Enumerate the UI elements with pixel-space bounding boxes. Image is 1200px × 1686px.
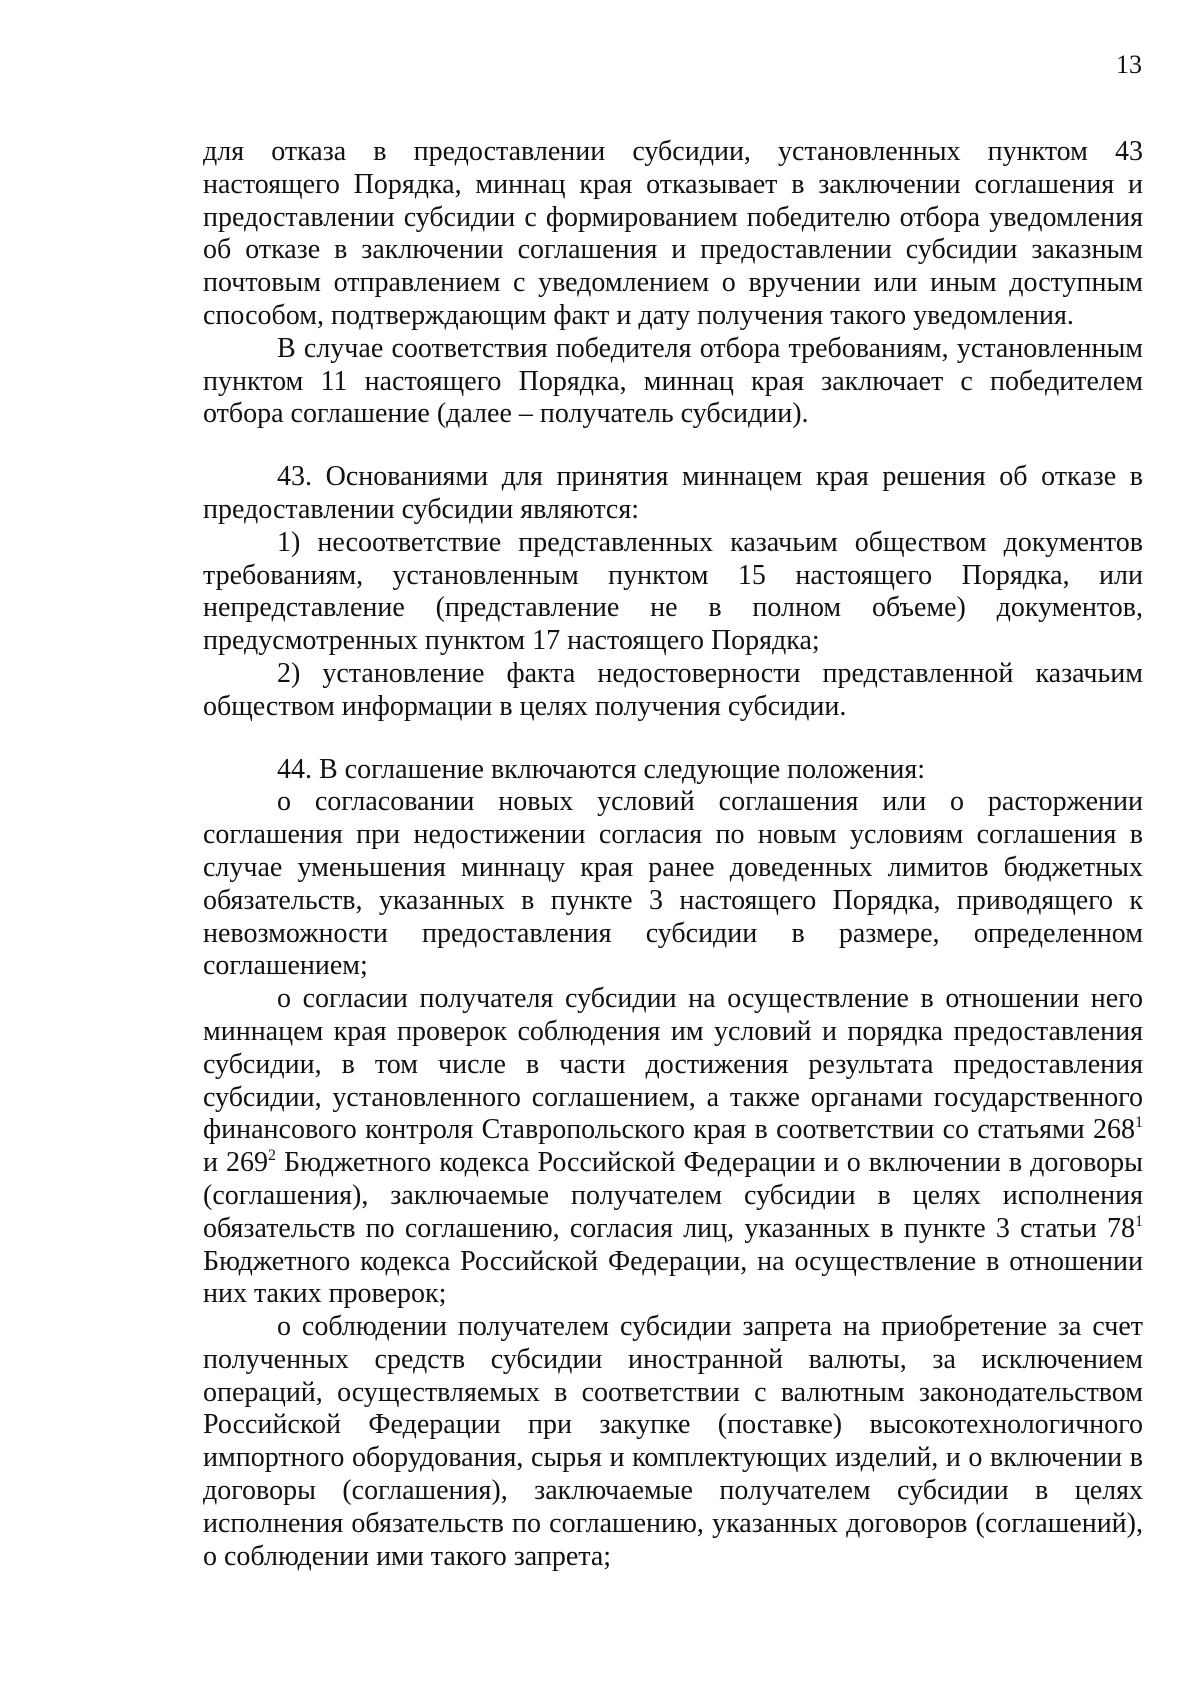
page-number: 13 [1116,50,1142,79]
paragraph-43-item-2: 2) установление факта недостоверности представленной казачьим обществом информации в целях получения субсидии. [203,657,1143,722]
superscript: 2 [268,1147,277,1165]
document-body [203,136,1143,1573]
paragraph-43-item-1: 1) несоответствие представленных казачьим обществом документов требованиям, установленным пунктом 15 настоящего Порядка, или непредставление (представление не в полном объеме) документов, предусмотренных пунктом 17 настоящего Порядка; [203,526,1143,657]
paragraph-44-new-conditions: о согласовании новых условий соглашения или о расторжении соглашения при недостижении согласия по новым условиям соглашения в случае уменьшения миннацу края ранее доведенных лимитов бюджетных обязательств, указанных в пункте 3 настоящего Порядка, приводящего к невозможности предоставления субсидии в размере, определенном соглашением; [203,786,1143,982]
paragraph-44-inspections-consent [203,983,1143,1311]
paragraph-44-provisions: 44. В соглашение включаются следующие положения: [277,753,926,785]
text-segment: и 269 [203,1147,269,1179]
text-segment: Бюджетного кодекса Российской Федерации и о включении в договоры (соглашения), заключаемые получателем субсидии в целях исполнения обязательств по соглашению, согласия лиц, указанных в пункте 3 статьи 78 [203,1147,1143,1244]
superscript: 1 [1135,1114,1143,1132]
text-segment: Бюджетного кодекса Российской Федерации, на осуществление в отношении них таких проверок; [203,1245,1143,1310]
paragraph-refusal-continuation: для отказа в предоставлении субсидии, установленных пунктом 43 настоящего Порядка, миннац края отказывает в заключении соглашения и предоставлении субсидии с формированием победителю отбора уведомления об отказе в заключении соглашения и предоставлении субсидии заказным почтовым отправлением с уведомлением о вручении или иным доступным способом, подтверждающим факт и дату получения такого уведомления. [203,136,1143,331]
text-segment: о согласии получателя субсидии на осуществление в отношении него миннацем края проверок соблюдения им условий и порядка предоставления субсидии, в том числе в части достижения результата предоставления субсидии, установленного соглашением, а также органами государственного финансового контроля Ставропольского края в соответствии со статьями 268 [203,983,1143,1146]
paragraph-44-currency-ban: о соблюдении получателем субсидии запрета на приобретение за счет полученных средств субсидии иностранной валюты, за исключением операций, осуществляемых в соответствии с валютным законодательством Российской Федерации при закупке (поставке) высокотехнологичного импортного оборудования, сырья и комплектующих изделий, и о включении в договоры (соглашения), заключаемые получателем субсидии в целях исполнения обязательств по соглашению, указанных договоров (соглашений), о соблюдении ими такого запрета; [203,1311,1143,1572]
paragraph-43-grounds: 43. Основаниями для принятия миннацем края решения об отказе в предоставлении субсидии являются: [203,461,1143,525]
superscript: 1 [1135,1212,1143,1230]
paragraph-winner-compliance: В случае соответствия победителя отбора требованиям, установленным пунктом 11 настоящего Порядка, миннац края заключает с победителем отбора соглашение (далее – получатель субсидии). [203,332,1143,430]
